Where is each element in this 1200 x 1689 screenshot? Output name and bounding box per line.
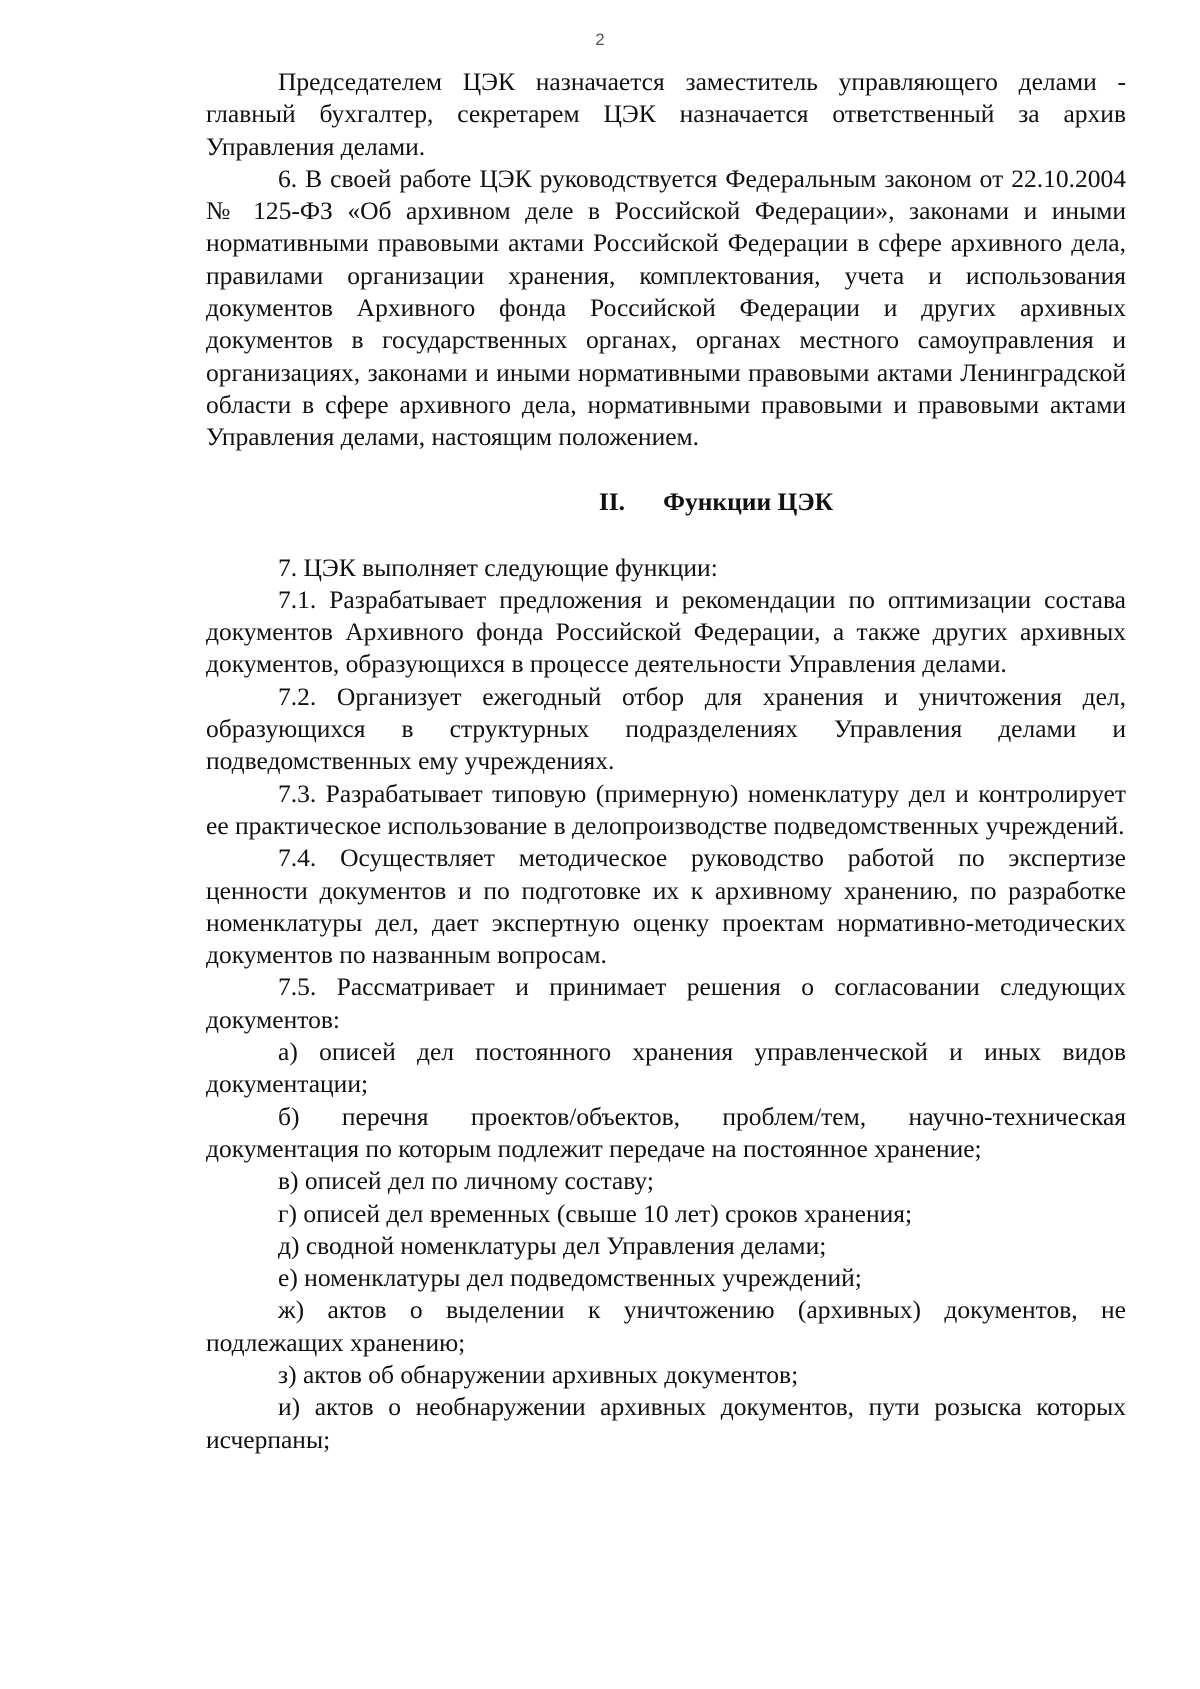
- list-item: б) перечня проектов/объектов, проблем/тем, научно-техническая документация по которым подлежит передаче на постоянное хранение;: [206, 1101, 1126, 1163]
- list-item: д) сводной номенклатуры дел Управления делами;: [278, 1230, 827, 1260]
- section-heading: [206, 486, 1126, 518]
- intro-paragraph: 6. В своей работе ЦЭК руководствуется Федеральным законом от 22.10.2004 № 125-ФЗ «Об архивном деле в Российской Федерации», законами и иными нормативными правовыми актами Российской Федерации в сфере архивного дела, правилами организации хранения, комплектования, учета и использования документов Архивного фонда Российской Федерации и других архивных документов в государственных органах, органах местного самоуправления и организациях, законами и иными нормативными правовыми актами Ленинградской области в сфере архивного дела, нормативными правовыми и правовыми актами Управления делами, настоящим положением.: [206, 163, 1126, 452]
- list-item: а) описей дел постоянного хранения управленческой и иных видов документации;: [206, 1037, 1126, 1099]
- function-paragraph: 7. ЦЭК выполняет следующие функции:: [278, 552, 718, 582]
- list-item: з) актов об обнаружении архивных документов;: [278, 1359, 799, 1389]
- function-paragraph: 7.3. Разрабатывает типовую (примерную) номенклатуру дел и контролирует ее практическое использование в делопроизводстве подведомственных учреждений.: [206, 778, 1126, 840]
- function-paragraph: 7.5. Рассматривает и принимает решения о согласовании следующих документов:: [206, 972, 1126, 1034]
- list-item: ж) актов о выделении к уничтожению (архивных) документов, не подлежащих хранению;: [206, 1295, 1126, 1357]
- list-item: е) номенклатуры дел подведомственных учреждений;: [278, 1263, 862, 1293]
- list-item: и) актов о необнаружении архивных документов, пути розыска которых исчерпаны;: [206, 1392, 1126, 1454]
- function-paragraph: 7.1. Разрабатывает предложения и рекомендации по оптимизации состава документов Архивного фонда Российской Федерации, а также других архивных документов, образующихся в процессе деятельности Управления делами.: [206, 584, 1126, 679]
- section-title: Функции ЦЭК: [663, 486, 834, 516]
- function-paragraph: 7.4. Осуществляет методическое руководство работой по экспертизе ценности документов и по подготовке их к архивному хранению, по разработке номенклатуры дел, дает экспертную оценку проектам нормативно-методических документов по названным вопросам.: [206, 843, 1126, 970]
- page-number: 2: [595, 30, 605, 49]
- list-item: г) описей дел временных (свыше 10 лет) сроков хранения;: [278, 1198, 913, 1228]
- intro-paragraph: Председателем ЦЭК назначается заместитель управляющего делами - главный бухгалтер, секретарем ЦЭК назначается ответственный за архив Управления делами.: [206, 67, 1126, 161]
- function-paragraph: 7.2. Организует ежегодный отбор для хранения и уничтожения дел, образующихся в структурных подразделениях Управления делами и подведомственных ему учреждениях.: [206, 681, 1126, 776]
- section-number: II.: [598, 486, 626, 516]
- list-item: в) описей дел по личному составу;: [278, 1166, 654, 1196]
- document-body: [206, 66, 1126, 1456]
